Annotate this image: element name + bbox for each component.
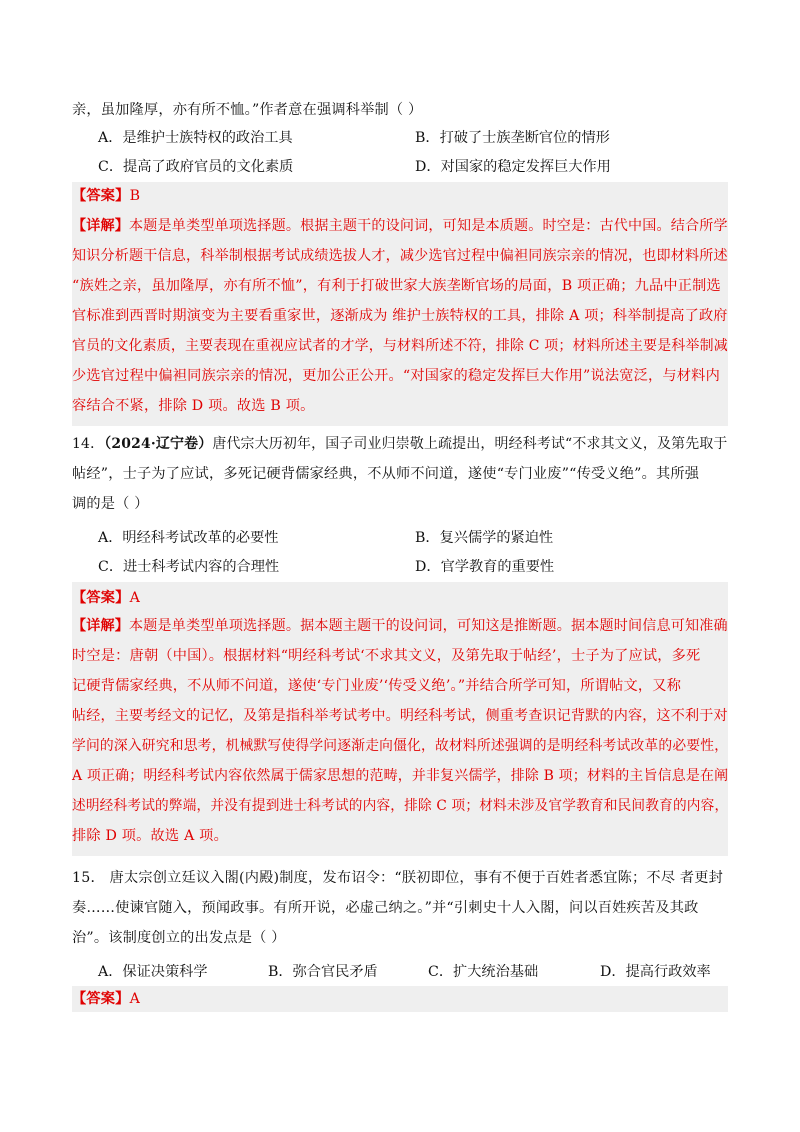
q14-answer — [72, 588, 140, 608]
q14-detail-line-2: 时空是：唐朝（中国）。根据材料“明经科考试‘不求其文义，及第先取于帖经’，士子为了应试，多死 — [72, 648, 701, 664]
q13-answer-label: 【答案】 — [72, 188, 130, 204]
q15-stem-line-3: 治”。该制度创立的出发点是（ ） — [72, 930, 286, 946]
q14-detail-text-1: 本题是单类型单项选择题。据本题主题干的设问词，可知这是推断题。据本题时间信息可知准确 — [129, 618, 728, 634]
q14-source: （2024·辽宁卷） — [104, 436, 213, 452]
q13-detail-line-5: 官员的文化素质，主要表现在重视应试者的才学，与材料所述不符，排除 C 项；材料所述主要是科举制减 — [72, 338, 728, 354]
q13-option-a: A．是维护士族特权的政治工具 — [98, 130, 293, 146]
q15-answer-value: A — [129, 991, 141, 1007]
q14-stem-line-1 — [72, 434, 728, 454]
q15-answer — [72, 989, 140, 1009]
q13-detail-line-1 — [72, 216, 728, 236]
q15-stem-line-1: 15． 唐太宗创立廷议入閤(内殿)制度，发布诏令：“朕初即位，事有不便于百姓者悉宜陈；不尽 者更封 — [72, 870, 724, 886]
q14-stem-text-1: 唐代宗大历初年，国子司业归崇敬上疏提出，明经科考试“不求其文义，及第先取于 — [212, 436, 728, 452]
q15-option-a: A．保证决策科学 — [98, 964, 208, 980]
q15-option-b: B．弥合官民矛盾 — [268, 964, 378, 980]
q13-detail-line-6: 少选官过程中偏袒同族宗亲的情况，更加公正公开。“对国家的稳定发挥巨大作用”说法宽泛，与材料内 — [72, 368, 720, 384]
q13-detail-text-1: 本题是单类型单项选择题。根据主题干的设问词，可知是本质题。时空是：古代中国。结合所学 — [129, 218, 728, 234]
q13-option-c: C．提高了政府官员的文化素质 — [98, 159, 294, 175]
q14-stem-line-3: 调的是（ ） — [72, 496, 149, 512]
q15-option-d: D．提高行政效率 — [600, 964, 711, 980]
q14-option-c: C．进士科考试内容的合理性 — [98, 559, 280, 575]
q13-detail-line-7: 容结合不紧，排除 D 项。故选 B 项。 — [72, 398, 315, 414]
q14-option-d: D．官学教育的重要性 — [415, 559, 555, 575]
q15-option-c: C．扩大统治基础 — [428, 964, 539, 980]
q14-option-b: B．复兴儒学的紧迫性 — [415, 530, 554, 546]
q14-detail-line-7: 述明经科考试的弊端，并没有提到进士科考试的内容，排除 C 项；材料未涉及官学教育和民间教育的内容， — [72, 798, 729, 814]
q13-option-b: B．打破了士族垄断官位的情形 — [415, 130, 610, 146]
q14-detail-line-6: A 项正确；明经科考试内容依然属于儒家思想的范畴，并非复兴儒学，排除 B 项；材料的主旨信息是在阐 — [72, 768, 729, 784]
q14-detail-line-5: 学问的深入研究和思考，机械默写使得学问逐渐走向僵化，故材料所述强调的是明经科考试改革的必要性， — [72, 738, 729, 754]
q14-detail-line-4: 帖经，主要考经文的记忆，及第是指科举考试考中。明经科考试，侧重考查识记背默的内容，这不利于对 — [72, 708, 728, 724]
q14-detail-line-1 — [72, 616, 728, 636]
q14-answer-value: A — [129, 590, 141, 606]
q14-detail-label: 【详解】 — [72, 618, 130, 634]
q14-stem-line-2: 帖经”，士子为了应试，多死记硬背儒家经典，不从师不问道，遂使“专门业废”“传受义绝”。其所强 — [72, 466, 700, 482]
q14-detail-line-8: 排除 D 项。故选 A 项。 — [72, 828, 228, 844]
q15-stem-line-2: 奏……使谏官随入，预闻政事。有所开说，必虚己纳之。”并“引刺史十人入閤，问以百姓疾苦及其政 — [72, 900, 699, 916]
q15-answer-label: 【答案】 — [72, 991, 130, 1007]
q13-detail-line-3: “族姓之亲，虽加隆厚，亦有所不恤”，有利于打破世家大族垄断官场的局面，B 项正确；九品中正制选 — [72, 278, 721, 294]
q13-option-d: D．对国家的稳定发挥巨大作用 — [415, 159, 611, 175]
q14-number: 14． — [72, 436, 105, 452]
q15-answer-block — [72, 986, 728, 1012]
q14-option-a: A．明经科考试改革的必要性 — [98, 530, 279, 546]
q13-detail-line-2: 知识分析题干信息，科举制根据考试成绩选拔人才，减少选官过程中偏袒同族宗亲的情况，也即材料所述 — [72, 248, 728, 264]
q13-detail-line-4: 官标准到西晋时期演变为主要看重家世，逐渐成为 维护士族特权的工具，排除 A 项；科举制提高了政府 — [72, 308, 728, 324]
q13-answer-value: B — [129, 188, 141, 204]
q13-answer — [72, 186, 140, 206]
q14-answer-label: 【答案】 — [72, 590, 130, 606]
q13-detail-label: 【详解】 — [72, 218, 130, 234]
q13-stem-tail: 亲，虽加隆厚，亦有所不恤。”作者意在强调科举制（ ） — [72, 102, 423, 118]
q14-detail-line-3: 记硬背儒家经典，不从师不问道，遂使‘专门业废’‘传受义绝’。”并结合所学可知，所谓帖文，又称 — [72, 678, 682, 694]
